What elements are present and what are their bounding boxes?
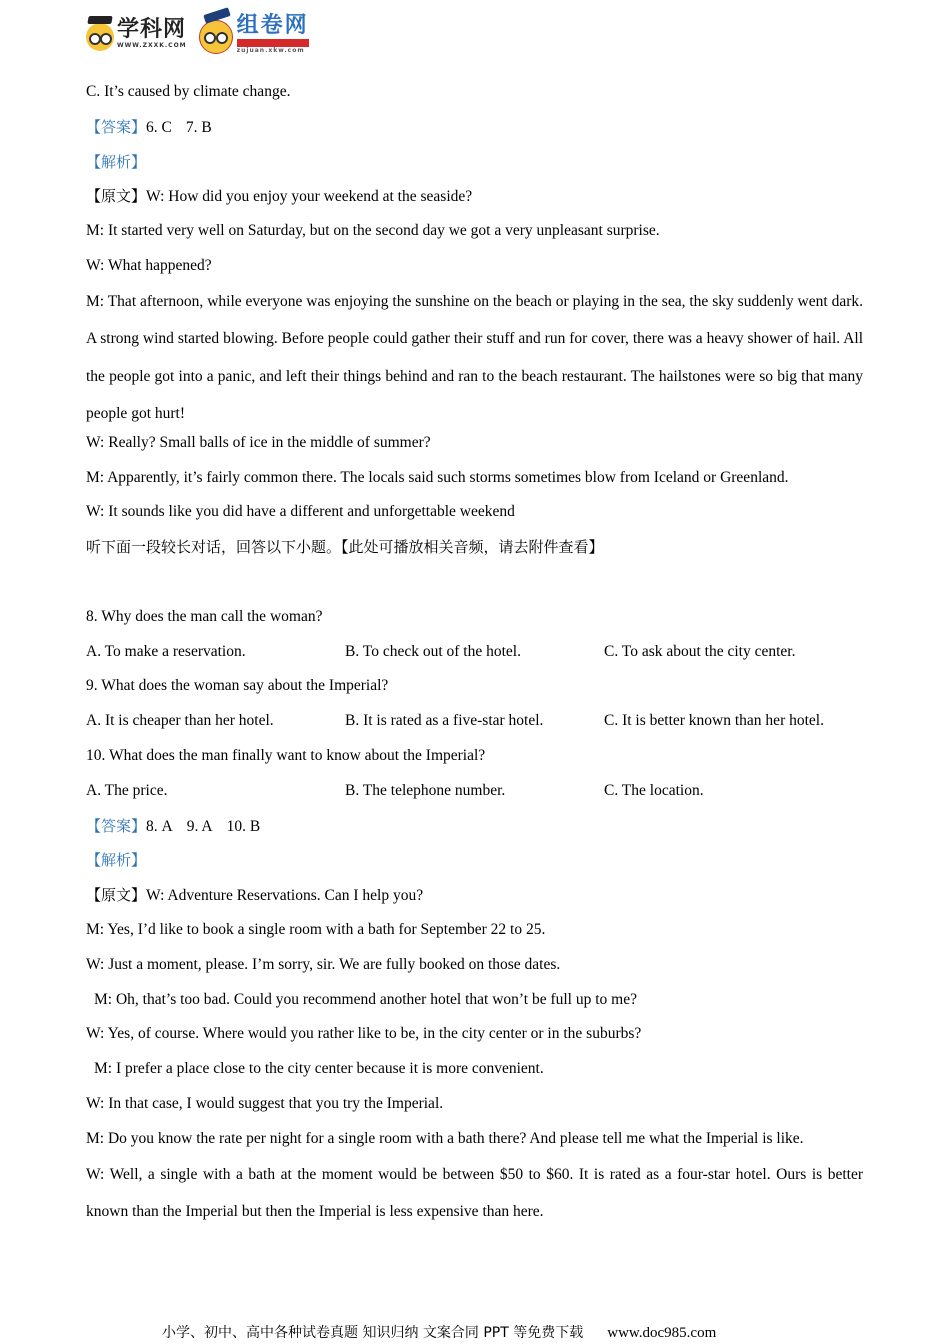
option-a: A. It is cheaper than her hotel.	[86, 712, 274, 730]
listening-instruction: 听下面一段较长对话，回答以下小题。【此处可播放相关音频，请去附件查看】	[86, 538, 604, 557]
answer-line	[86, 812, 863, 847]
answer-value: 6. C	[146, 118, 172, 136]
dialogue-line	[86, 881, 863, 916]
question-stem: 10. What does the man finally want to know about the Imperial?	[86, 746, 486, 764]
zxxk-logo-name: 学科网	[117, 17, 187, 42]
answer-value: 8. A	[146, 817, 173, 835]
question-options	[86, 707, 863, 742]
analysis-label-line	[86, 846, 863, 881]
option-line: C. It’s caused by climate change.	[86, 83, 291, 100]
zxxk-logo-url: WWW.ZXXK.COM	[117, 42, 187, 49]
answer-value: 10. B	[226, 817, 261, 835]
page-footer	[162, 1322, 716, 1342]
dialogue-line: W: Really? Small balls of ice in the middle of summer?	[86, 433, 431, 451]
answer-line	[86, 113, 863, 148]
dialogue-text: W: Adventure Reservations. Can I help you?	[146, 887, 424, 905]
question-stem: 8. Why does the man call the woman?	[86, 607, 323, 625]
footer-url[interactable]: www.doc985.com	[607, 1325, 717, 1341]
zxxk-logo	[86, 17, 187, 51]
analysis-label-line	[86, 148, 863, 183]
option-a: A. The price.	[86, 781, 168, 799]
mascot-icon	[86, 23, 114, 51]
dialogue-text: W: How did you enjoy your weekend at the seaside?	[146, 188, 473, 206]
answer-label: 【答案】	[86, 117, 147, 136]
dialogue-paragraph: W: Well, a single with a bath at the moment would be between $50 to $60. It is rated as a four-star hotel. Ours is better known than the Imperial but then the Imperial is less expensive than here.	[86, 1165, 863, 1221]
option-b: B. The telephone number.	[345, 781, 506, 799]
option-a: A. To make a reservation.	[86, 642, 246, 660]
dialogue-line: W: It sounds like you did have a different and unforgettable weekend	[86, 503, 515, 521]
question-options	[86, 638, 863, 673]
answer-value: 9. A	[186, 817, 213, 835]
dialogue-line: M: Do you know the rate per night for a single room with a bath there? And please tell me what the Imperial is like.	[86, 1129, 804, 1147]
dialogue-line	[86, 182, 863, 217]
option-b: B. It is rated as a five-star hotel.	[345, 712, 544, 730]
dialogue-line: W: In that case, I would suggest that you try the Imperial.	[86, 1094, 444, 1112]
zujuan-logo-name: 组卷网	[236, 12, 309, 38]
analysis-label: 【解析】	[86, 851, 147, 870]
answer-label: 【答案】	[86, 816, 147, 835]
page-header	[86, 12, 309, 56]
question-options	[86, 777, 863, 812]
zujuan-logo-url: zujuan.xkw.com	[236, 46, 305, 54]
dialogue-paragraph: M: That afternoon, while everyone was enjoying the sunshine on the beach or playing in the sea, the sky suddenly went dark. A strong wind started blowing. Before people could gather their stuff and run for cover, there was a heavy shower of hail. All the people got into a panic, and left their things behind and ran to the beach restaurant. The hailstones were so big that many people got hurt!	[86, 292, 863, 423]
dialogue-line: M: It started very well on Saturday, but on the second day we got a very unpleasant surprise.	[86, 222, 660, 240]
option-c: C. To ask about the city center.	[604, 642, 796, 660]
original-label: 【原文】	[86, 886, 147, 905]
zujuan-logo	[199, 14, 309, 54]
dialogue-line: M: I prefer a place close to the city center because it is more convenient.	[94, 1060, 544, 1078]
footer-text: 小学、初中、高中各种试卷真题 知识归纳 文案合同 PPT 等免费下载	[162, 1325, 584, 1341]
dialogue-line: W: What happened?	[86, 256, 212, 274]
question-stem: 9. What does the woman say about the Imperial?	[86, 677, 389, 695]
document-body	[86, 78, 863, 1227]
option-c: C. It is better known than her hotel.	[604, 712, 824, 730]
dialogue-line: W: Yes, of course. Where would you rather like to be, in the city center or in the suburbs?	[86, 1025, 642, 1043]
logo-red-band	[237, 39, 309, 47]
option-b: B. To check out of the hotel.	[345, 642, 521, 660]
original-label: 【原文】	[86, 187, 147, 206]
dialogue-line: M: Apparently, it’s fairly common there. The locals said such storms sometimes blow from Iceland or Greenland.	[86, 468, 789, 486]
dialogue-line: W: Just a moment, please. I’m sorry, sir. We are fully booked on those dates.	[86, 955, 561, 973]
dialogue-line: M: Yes, I’d like to book a single room with a bath for September 22 to 25.	[86, 920, 546, 938]
dialogue-line: M: Oh, that’s too bad. Could you recommend another hotel that won’t be full up to me?	[94, 990, 637, 1008]
mascot-icon	[199, 20, 233, 54]
analysis-label: 【解析】	[86, 152, 147, 171]
answer-value: 7. B	[185, 118, 212, 136]
option-c: C. The location.	[604, 781, 704, 799]
